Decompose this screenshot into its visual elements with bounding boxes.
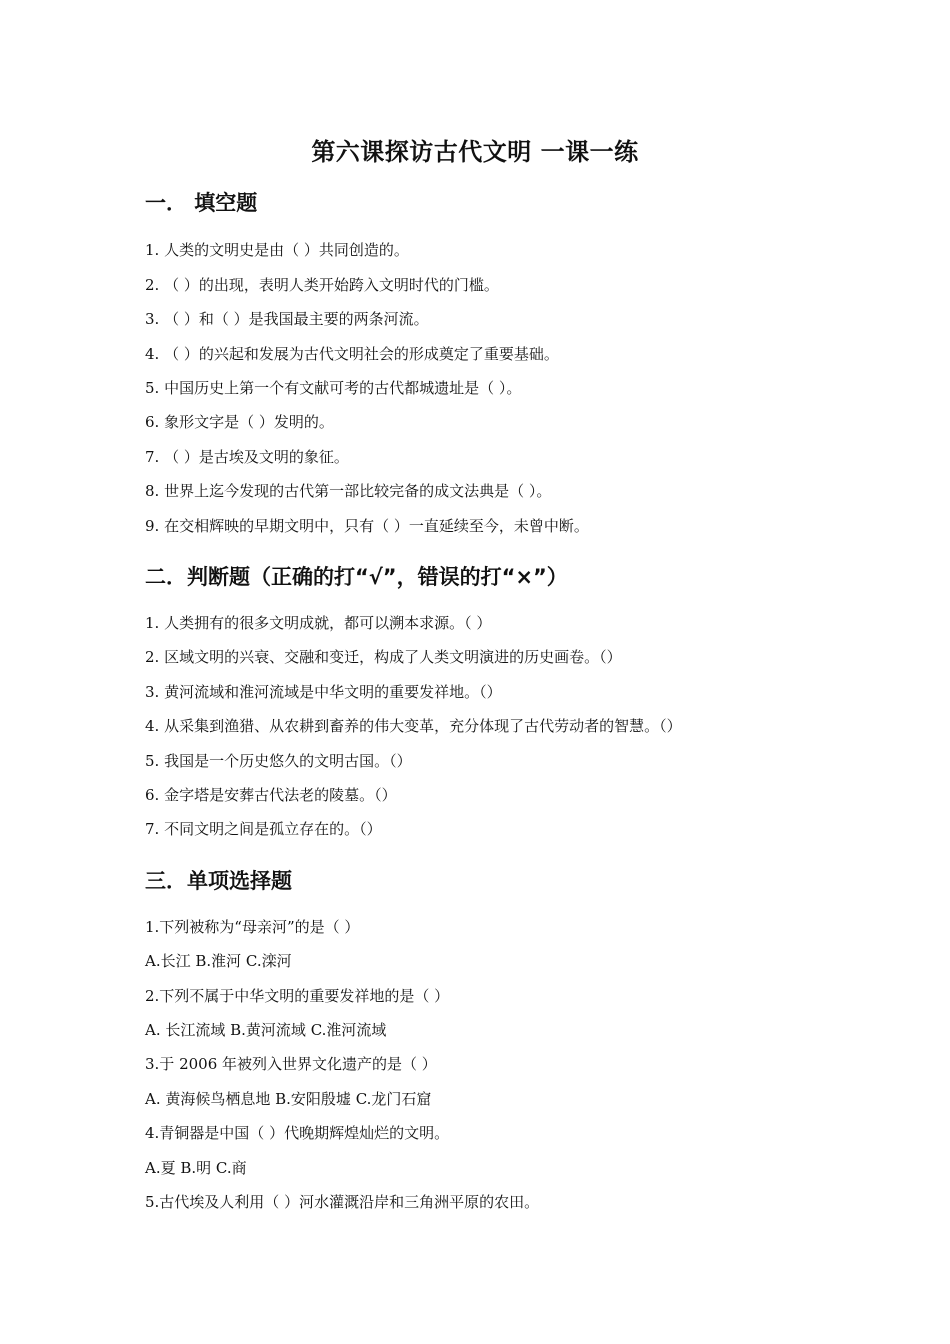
option-line: A. 黄海候鸟栖息地 B.安阳殷墟 C.龙门石窟	[145, 1090, 432, 1108]
option-line: A. 长江流域 B.黄河流域 C.淮河流域	[145, 1021, 387, 1039]
question-line: 5. 我国是一个历史悠久的文明古国。（）	[145, 752, 412, 770]
section-heading-fill-blank: 一． 填空题	[145, 191, 258, 215]
question-line: 2. （ ）的出现，表明人类开始跨入文明时代的门槛。	[145, 276, 499, 294]
question-line: 3. 黄河流域和淮河流域是中华文明的重要发祥地。（）	[145, 683, 502, 701]
question-line: 8. 世界上迄今发现的古代第一部比较完备的成文法典是（ ）。	[145, 482, 552, 500]
question-line: 1. 人类的文明史是由（ ）共同创造的。	[145, 241, 409, 259]
question-line: 1. 人类拥有的很多文明成就，都可以溯本求源。（ ）	[145, 614, 492, 632]
question-line: 6. 金字塔是安葬古代法老的陵墓。（）	[145, 786, 397, 804]
question-line: 6. 象形文字是（ ）发明的。	[145, 413, 334, 431]
question-line: 2. 区域文明的兴衰、交融和变迁，构成了人类文明演进的历史画卷。（）	[145, 648, 622, 666]
question-line: 1.下列被称为“母亲河”的是（ ）	[145, 918, 360, 936]
question-line: 2.下列不属于中华文明的重要发祥地的是（ ）	[145, 987, 450, 1005]
option-line: A.夏 B.明 C.商	[145, 1159, 247, 1177]
option-line: A.长江 B.淮河 C.滦河	[145, 952, 292, 970]
question-line: 5. 中国历史上第一个有文献可考的古代都城遗址是（ ）。	[145, 379, 522, 397]
section-heading-single-choice: 三．单项选择题	[145, 869, 292, 893]
question-line: 7. 不同文明之间是孤立存在的。（）	[145, 820, 382, 838]
page-title: 第六课探访古代文明 一课一练	[311, 138, 639, 166]
question-line: 7. （ ）是古埃及文明的象征。	[145, 448, 349, 466]
question-line: 4.青铜器是中国（ ）代晚期辉煌灿烂的文明。	[145, 1124, 450, 1142]
question-line: 4. （ ）的兴起和发展为古代文明社会的形成奠定了重要基础。	[145, 345, 559, 363]
question-line: 3. （ ）和（ ）是我国最主要的两条河流。	[145, 310, 429, 328]
question-line: 9. 在交相辉映的早期文明中，只有（ ）一直延续至今，未曾中断。	[145, 517, 589, 535]
question-line: 3.于 2006 年被列入世界文化遗产的是（ ）	[145, 1055, 437, 1073]
question-line: 5.古代埃及人利用（ ）河水灌溉沿岸和三角洲平原的农田。	[145, 1193, 540, 1211]
section-heading-true-false: 二．判断题（正确的打“√”，错误的打“×”）	[145, 565, 568, 589]
question-line: 4. 从采集到渔猎、从农耕到畜养的伟大变革，充分体现了古代劳动者的智慧。（）	[145, 717, 682, 735]
